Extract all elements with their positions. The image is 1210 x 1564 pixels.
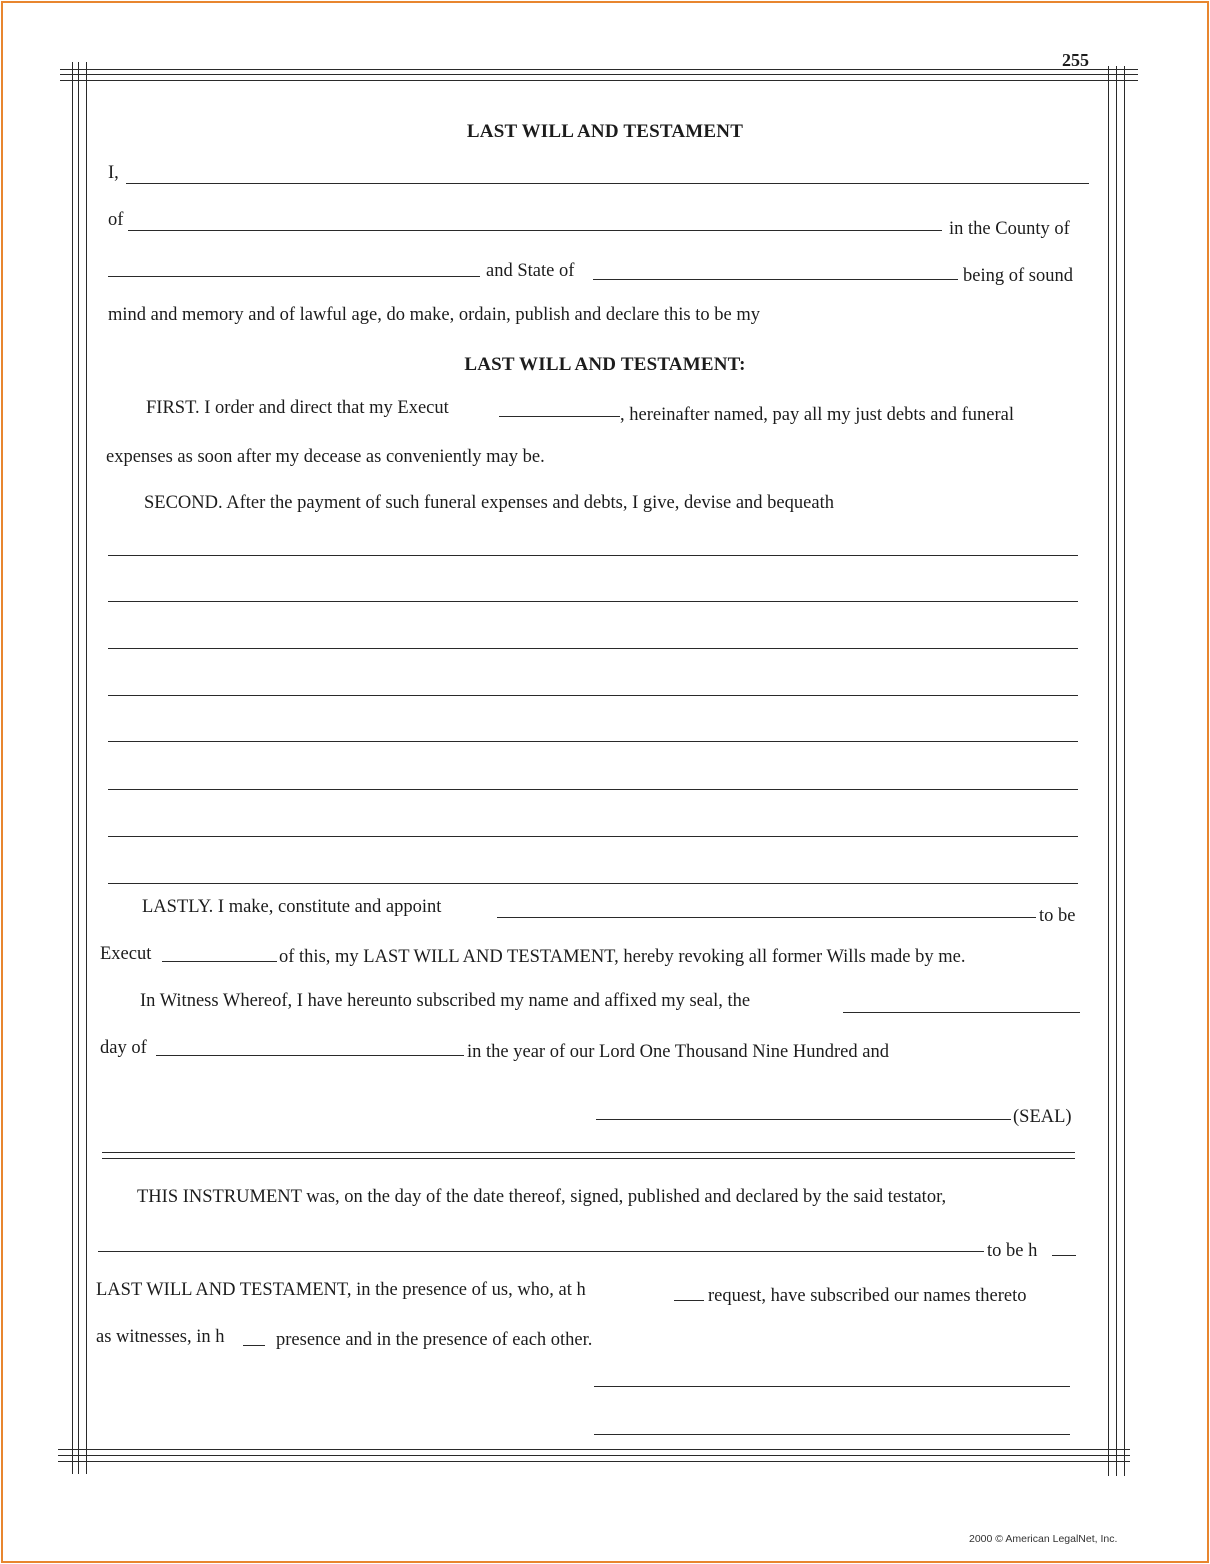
first-clause-line2: expenses as soon after my decease as conveniently may be. (106, 447, 545, 467)
page-number: 255 (1062, 50, 1089, 70)
presence-text: presence and in the presence of each other. (276, 1330, 593, 1350)
document-title: LAST WILL AND TESTAMENT (466, 121, 744, 142)
bequest-line-3[interactable] (108, 648, 1078, 649)
witness-signature-line-2[interactable] (594, 1434, 1070, 1435)
testator-signature-line[interactable] (596, 1119, 1011, 1120)
lastly-clause-lead: LASTLY. I make, constitute and appoint (142, 897, 442, 917)
attestation-request-text: request, have subscribed our names thereto (708, 1286, 1027, 1306)
execut-label: Execut (100, 944, 152, 964)
county-label: in the County of (949, 219, 1070, 239)
first-clause-lead: FIRST. I order and direct that my Execut (146, 398, 449, 418)
as-witnesses-text: as witnesses, in h (96, 1327, 225, 1347)
bequest-line-6[interactable] (108, 789, 1078, 790)
state-line[interactable] (593, 279, 958, 280)
residence-label: of (108, 210, 124, 230)
bequest-line-2[interactable] (108, 601, 1078, 602)
pronoun-blank-1[interactable] (1052, 1255, 1076, 1256)
month-line[interactable] (156, 1055, 464, 1056)
pronoun-blank-3[interactable] (243, 1345, 265, 1346)
first-clause-tail: , hereinafter named, pay all my just debts and funeral (620, 405, 1015, 425)
second-clause-text: SECOND. After the payment of such funeral expenses and debts, I give, devise and bequeath (144, 493, 834, 513)
executor-name-line[interactable] (497, 917, 1036, 918)
witness-signature-line-1[interactable] (594, 1386, 1070, 1387)
declaration-text: mind and memory and of lawful age, do make, ordain, publish and declare this to be my (108, 305, 760, 325)
attestation-lwt-text: LAST WILL AND TESTAMENT, in the presence of us, who, at h (96, 1280, 586, 1300)
to-be-label: to be (1039, 906, 1076, 926)
section-divider-top (102, 1152, 1075, 1153)
state-label: and State of (486, 261, 575, 281)
year-text: in the year of our Lord One Thousand Nine Hundred and (467, 1042, 889, 1062)
testator-attest-line[interactable] (98, 1251, 984, 1252)
attestation-line1: THIS INSTRUMENT was, on the day of the date thereof, signed, published and declared by the said testator, (137, 1187, 947, 1207)
testator-name-line[interactable] (126, 183, 1089, 184)
document-subtitle: LAST WILL AND TESTAMENT: (464, 354, 746, 375)
day-line[interactable] (843, 1012, 1080, 1013)
witness-text: In Witness Whereof, I have hereunto subscribed my name and affixed my seal, the (140, 991, 751, 1011)
bequest-line-4[interactable] (108, 695, 1078, 696)
to-be-h-label: to be h (987, 1241, 1038, 1261)
bequest-line-1[interactable] (108, 555, 1078, 556)
copyright-footer: 2000 © American LegalNet, Inc. (969, 1533, 1118, 1545)
pronoun-blank-2[interactable] (674, 1300, 704, 1301)
county-line[interactable] (108, 276, 480, 277)
bequest-line-8[interactable] (108, 883, 1078, 884)
sound-label: being of sound (963, 266, 1073, 286)
section-divider-bottom (102, 1158, 1075, 1159)
bequest-line-7[interactable] (108, 836, 1078, 837)
lastly-executor-suffix-line[interactable] (162, 961, 277, 962)
day-of-label: day of (100, 1038, 147, 1058)
bequest-line-5[interactable] (108, 741, 1078, 742)
seal-label: (SEAL) (1013, 1107, 1072, 1127)
first-executor-suffix-line[interactable] (499, 416, 620, 417)
testator-label: I, (108, 163, 119, 183)
residence-line[interactable] (128, 230, 942, 231)
lastly-clause-line2: of this, my LAST WILL AND TESTAMENT, hereby revoking all former Wills made by me. (279, 947, 966, 967)
